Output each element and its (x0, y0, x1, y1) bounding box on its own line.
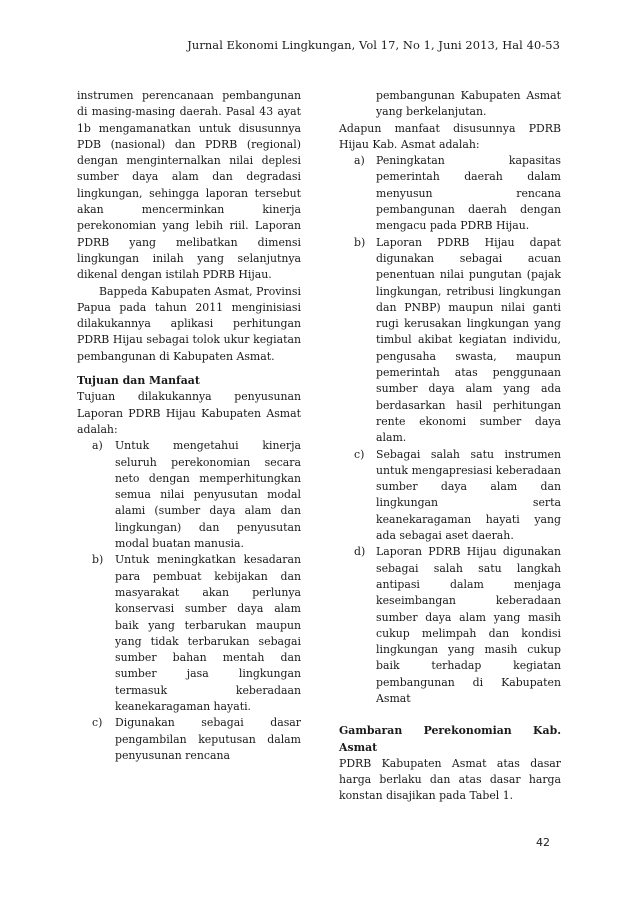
section-heading: Gambaran Perekonomian Kab. Asmat (339, 724, 561, 754)
list-label: c) (354, 447, 365, 461)
benefits-list (339, 153, 561, 707)
list-label: a) (92, 439, 103, 453)
list-text: Sebagai salah satu instrumen untuk mengapresiasi keberadaan sumber daya alam dan lingkungan serta keanekaragaman hayati yang ada sebagai aset daerah. (376, 447, 561, 543)
paragraph: PDRB Kabupaten Asmat atas dasar harga berlaku dan atas dasar harga konstan disajikan pada Tabel 1. (339, 756, 561, 803)
list-item (339, 153, 561, 234)
list-item (339, 447, 561, 545)
objectives-list (77, 438, 301, 764)
list-text: Laporan PDRB Hijau dapat digunakan sebagai acuan penentuan nilai pungutan (pajak lingkungan, retribusi lingkungan dan PNBP) maupun nilai ganti rugi kerusakan lingkungan yang timbul akibat kegiatan individu, pengusaha swasta, maupun pemerintah atas penggunaan sumber daya alam yang ada berdasarkan hasil perhitungan rente ekonomi sumber daya alam. (376, 235, 561, 445)
list-text: Untuk meningkatkan kesadaran para pembuat kebijakan dan masyarakat akan perlunya konservasi sumber daya alam baik yang terbarukan maupun yang tidak terbarukan sebagai sumber bahan mentah dan sumber jasa lingkungan termasuk keberadaan keanekaragaman hayati. (115, 553, 301, 713)
list-item (77, 715, 301, 764)
list-label: c) (92, 716, 103, 730)
list-item (339, 544, 561, 707)
list-item (77, 438, 301, 552)
left-column (77, 88, 301, 764)
list-item (77, 552, 301, 715)
paragraph-continuation: pembangunan Kabupaten Asmat yang berkelanjutan. (376, 89, 561, 119)
list-label: a) (354, 154, 365, 168)
list-text: Digunakan sebagai dasar pengambilan keputusan dalam penyusunan rencana (115, 716, 301, 762)
page-number: 42 (536, 836, 550, 849)
list-label: b) (354, 235, 366, 249)
section-heading: Tujuan dan Manfaat (77, 374, 200, 388)
list-text: Untuk mengetahui kinerja seluruh perekonomian secara neto dengan memperhitungkan semua nilai penyusutan modal alami (sumber daya alam dan lingkungan) dan penyusutan modal buatan manusia. (115, 439, 301, 551)
list-label: d) (354, 545, 366, 559)
paragraph: Adapun manfaat disusunnya PDRB Hijau Kab. Asmat adalah: (339, 121, 561, 151)
list-label: b) (92, 553, 104, 567)
list-item (339, 235, 561, 447)
paragraph: Bappeda Kabupaten Asmat, Provinsi Papua pada tahun 2011 menginisiasi dilakukannya aplikasi perhitungan PDRB Hijau sebagai tolok ukur kegiatan pembangunan di Kabupaten Asmat. (77, 284, 301, 363)
list-text: Peningkatan kapasitas pemerintah daerah dalam menyusun rencana pembangunan daerah dengan mengacu pada PDRB Hijau. (376, 154, 561, 233)
right-column (339, 88, 561, 805)
list-text: Laporan PDRB Hijau digunakan sebagai salah satu langkah antipasi dalam menjaga keseimbangan keberadaan sumber daya alam yang masih cukup melimpah dan kondisi lingkungan yang masih cukup baik terhadap kegiatan pembangunan di Kabupaten Asmat (376, 545, 561, 705)
paragraph: instrumen perencanaan pembangunan di masing-masing daerah. Pasal 43 ayat 1b mengamanatkan untuk disusunnya PDB (nasional) dan PDRB (regional) dengan menginternalkan nilai deplesi sumber daya alam dan degradasi lingkungan, sehingga laporan tersebut akan mencerminkan kinerja perekonomian yang lebih riil. Laporan PDRB yang melibatkan dimensi lingkungan inilah yang selanjutnya dikenal dengan istilah PDRB Hijau. (77, 89, 301, 282)
journal-header: Jurnal Ekonomi Lingkungan, Vol 17, No 1, Juni 2013, Hal 40-53 (187, 38, 560, 52)
paragraph: Tujuan dilakukannya penyusunan Laporan PDRB Hijau Kabupaten Asmat adalah: (77, 390, 301, 436)
